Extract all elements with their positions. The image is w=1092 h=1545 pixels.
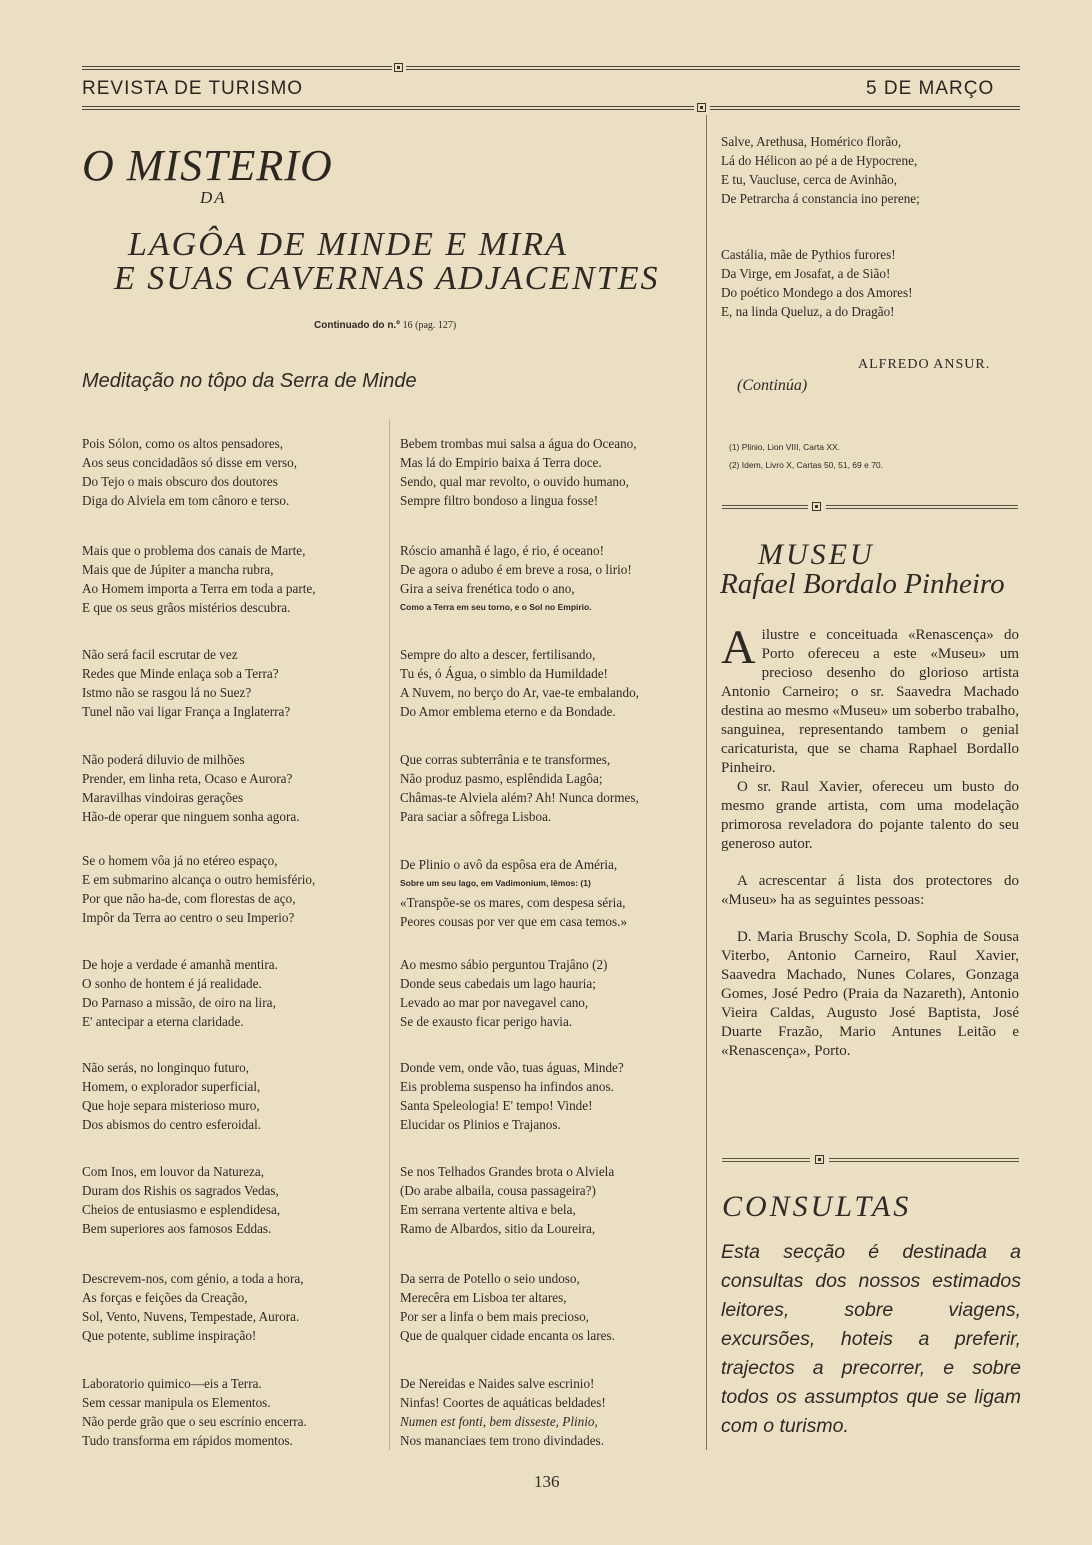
header-bottom-rule-right bbox=[710, 106, 1020, 107]
verse-line: Santa Speleologia! E' tempo! Vinde! bbox=[400, 1098, 593, 1113]
verse-line: Castália, mãe de Pythios furores! bbox=[721, 247, 896, 262]
footnote: (2) Idem, Livro X, Cartas 50, 51, 69 e 70. bbox=[729, 460, 884, 470]
footnotes bbox=[729, 438, 883, 474]
verse-line: Duram dos Rishis os sagrados Vedas, bbox=[82, 1183, 279, 1198]
verse-line: Ninfas! Coortes de aquáticas beldades! bbox=[400, 1395, 606, 1410]
museu-paragraph: O sr. Raul Xavier, ofereceu um busto do mesmo grande artista, com uma modelação primorosa reveladora do pojante talento do seu generoso autor. bbox=[721, 779, 1019, 852]
left-stanza bbox=[82, 955, 278, 1031]
verse-line: Tu és, ó Água, o simblo da Humildade! bbox=[400, 666, 608, 681]
verse-line: Que de qualquer cidade encanta os lares. bbox=[400, 1328, 615, 1343]
verse-line: Ao mesmo sábio perguntou Trajâno (2) bbox=[400, 957, 608, 972]
museu-subtitle: Rafael Bordalo Pinheiro bbox=[720, 568, 1005, 600]
header-ornament-top bbox=[394, 63, 403, 72]
verse-line: Mais que o problema dos canais de Marte, bbox=[82, 543, 306, 558]
verse-line: Róscio amanhã é lago, é rio, é oceano! bbox=[400, 543, 604, 558]
verse-line: De agora o adubo é em breve a rosa, o lirio! bbox=[400, 562, 632, 577]
header-bottom-rule-left bbox=[82, 106, 694, 107]
article-subtitle: Meditação no tôpo da Serra de Minde bbox=[82, 370, 417, 392]
left-stanza bbox=[82, 645, 290, 721]
verse-line: Ao Homem importa a Terra em toda a parte, bbox=[82, 581, 316, 596]
mid-stanza bbox=[400, 645, 639, 721]
verse-line: De Plinio o avô da espôsa era de Améria, bbox=[400, 857, 618, 872]
header-top-rule-right bbox=[406, 66, 1020, 67]
verse-line: Numen est fonti, bem disseste, Plinio, bbox=[400, 1414, 598, 1429]
verse-line: Sempre do alto a descer, fertilisando, bbox=[400, 647, 596, 662]
verse-line: Sobre um seu lago, em Vadimonium, lêmos: (1) bbox=[400, 878, 591, 888]
verse-line: Merecêra em Lisboa ter altares, bbox=[400, 1290, 567, 1305]
verse-line: De Nereidas e Naides salve escrinio! bbox=[400, 1376, 595, 1391]
verse-line: Se de exausto ficar perigo havia. bbox=[400, 1014, 573, 1029]
verse-line: Istmo não se rasgou lá no Suez? bbox=[82, 685, 252, 700]
verse-line: Pois Sólon, como os altos pensadores, bbox=[82, 436, 284, 451]
continued-bold: Continuado do n.º bbox=[314, 320, 400, 331]
right-stanza bbox=[721, 245, 913, 321]
museu-paragraph: A acrescentar á lista dos protectores do «Museu» ha as seguintes pessoas: bbox=[721, 873, 1019, 908]
left-stanza bbox=[82, 750, 300, 826]
left-stanza bbox=[82, 1269, 304, 1345]
left-stanza bbox=[82, 1058, 261, 1134]
mid-stanza bbox=[400, 855, 627, 931]
verse-line: Bebem trombas mui salsa a água do Oceano, bbox=[400, 436, 637, 451]
verse-line: Châmas-te Alviela além? Ah! Nunca dormes, bbox=[400, 790, 639, 805]
section-rule-right bbox=[829, 1158, 1019, 1159]
verse-line: Do Tejo o mais obscuro dos doutores bbox=[82, 474, 278, 489]
verse-line: Por que não ha-de, com florestas de aço, bbox=[82, 891, 296, 906]
verse-line: Tudo transforma em rápidos momentos. bbox=[82, 1433, 293, 1448]
verse-line: Dos abismos do centro esferoidal. bbox=[82, 1117, 262, 1132]
verse-line: Sempre filtro bondoso a lingua fosse! bbox=[400, 493, 599, 508]
article-title-line2: LAGÔA DE MINDE E MIRA bbox=[128, 226, 568, 263]
verse-line: Em serrana vertente altiva e bela, bbox=[400, 1202, 576, 1217]
section-ornament bbox=[815, 1155, 824, 1164]
verse-line: Lá do Hélicon ao pé a de Hypocrene, bbox=[721, 153, 918, 168]
mid-stanza bbox=[400, 1058, 624, 1134]
verse-line: Aos seus concidadãos só disse em verso, bbox=[82, 455, 297, 470]
verse-line: Redes que Minde enlaça sob a Terra? bbox=[82, 666, 279, 681]
verse-line: As forças e feições da Creação, bbox=[82, 1290, 248, 1305]
verse-line: Eis problema suspenso ha infindos anos. bbox=[400, 1079, 614, 1094]
museu-body bbox=[721, 621, 1019, 1061]
mid-stanza bbox=[400, 750, 639, 826]
museu-para-text: ilustre e conceituada «Renascença» do Porto ofereceu a este «Museu» um precioso desenho do glorioso artista Antonio Carneiro; o sr. Saavedra Machado destina ao mesmo «Museu» um soberbo trabalho, sanguinea, representando tambem o genial caricaturista, que se chama Raphael Bordallo Pinheiro. bbox=[721, 627, 1019, 776]
consultas-body: Esta secção é destinada a consultas dos nossos estimados leitores, sobre viagens, excursões, hoteis a preferir, trajectos a precorrer, e sobre todos os assumptos que se ligam com o turismo. bbox=[721, 1241, 1021, 1437]
museu-paragraph bbox=[721, 621, 1019, 778]
right-stanza bbox=[721, 132, 920, 208]
drop-cap: A bbox=[721, 621, 756, 674]
article-title-line3: E SUAS CAVERNAS ADJACENTES bbox=[114, 260, 660, 297]
verse-line: Da serra de Potello o seio undoso, bbox=[400, 1271, 580, 1286]
verse-line: Que corras subterrânia e te transformes, bbox=[400, 752, 611, 767]
left-stanza bbox=[82, 1374, 307, 1450]
verse-line: Homem, o explorador superficial, bbox=[82, 1079, 261, 1094]
verse-line: E tu, Vaucluse, cerca de Avinhão, bbox=[721, 172, 898, 187]
verse-line: Que potente, sublime inspiração! bbox=[82, 1328, 257, 1343]
section-rule-left bbox=[722, 1158, 810, 1159]
header-top-rule-left bbox=[82, 66, 392, 67]
verse-line: Donde seus cabedais um lago hauria; bbox=[400, 976, 596, 991]
verse-line: Elucidar os Plinios e Trajanos. bbox=[400, 1117, 561, 1132]
verse-line: Como a Terra em seu torno, e o Sol no Empirio. bbox=[400, 602, 592, 612]
museu-title: MUSEU bbox=[758, 538, 875, 571]
verse-line: Por ser a linfa o bem mais precioso, bbox=[400, 1309, 589, 1324]
page-number: 136 bbox=[534, 1472, 560, 1491]
header-date: 5 DE MARÇO bbox=[866, 78, 995, 99]
continued-note bbox=[314, 320, 456, 331]
column-divider-left bbox=[389, 420, 390, 1450]
left-stanza bbox=[82, 851, 315, 927]
verse-line: Mais que de Júpiter a mancha rubra, bbox=[82, 562, 274, 577]
mid-stanza bbox=[400, 1269, 615, 1345]
left-stanza bbox=[82, 541, 316, 617]
verse-line: Ramo de Albardos, sitio da Loureira, bbox=[400, 1221, 596, 1236]
verse-line: Laboratorio quimico—eis a Terra. bbox=[82, 1376, 262, 1391]
header-magazine-name: REVISTA DE TURISMO bbox=[82, 78, 304, 99]
mid-stanza bbox=[400, 541, 632, 617]
verse-line: Com Inos, em louvor da Natureza, bbox=[82, 1164, 265, 1179]
verse-line: Do Amor emblema eterno e da Bondade. bbox=[400, 704, 616, 719]
verse-line: Da Virge, em Josafat, a de Sião! bbox=[721, 266, 891, 281]
verse-line: A Nuvem, no berço do Ar, vae-te embalando, bbox=[400, 685, 639, 700]
mid-stanza bbox=[400, 1162, 614, 1238]
verse-line: Peores cousas por ver que em casa temos.» bbox=[400, 914, 628, 929]
verse-line: E' antecipar a eterna claridade. bbox=[82, 1014, 244, 1029]
verse-line: Sendo, qual mar revolto, o ouvido humano, bbox=[400, 474, 629, 489]
verse-line: Não será facil escrutar de vez bbox=[82, 647, 238, 662]
verse-line: Sem cessar manipula os Elementos. bbox=[82, 1395, 271, 1410]
verse-line: «Transpõe-se os mares, com despesa séria, bbox=[400, 895, 626, 910]
verse-line: Mas lá do Empirio baixa á Terra doce. bbox=[400, 455, 602, 470]
verse-line: Diga do Alviela em tom cânoro e terso. bbox=[82, 493, 290, 508]
verse-line: Para saciar a sôfrega Lisboa. bbox=[400, 809, 552, 824]
section-rule-right bbox=[826, 505, 1018, 506]
verse-line: Gira a seiva frenética todo o ano, bbox=[400, 581, 575, 596]
verse-line: Salve, Arethusa, Homérico florão, bbox=[721, 134, 902, 149]
verse-line: Tunel não vai ligar França a Inglaterra? bbox=[82, 704, 291, 719]
left-stanza bbox=[82, 434, 297, 510]
article-title-da: DA bbox=[200, 188, 227, 207]
article-title-line1: O MISTERIO bbox=[82, 141, 333, 190]
verse-line: Não serás, no longinquo futuro, bbox=[82, 1060, 250, 1075]
museu-paragraph: D. Maria Bruschy Scola, D. Sophia de Sousa Viterbo, Antonio Carneiro, Raul Xavier, Saavedra Machado, Nunes Colares, Gonzaga Gomes, José Pedro (Praia da Nazareth), Antonio Vieira Caldas, Augusto José Baptista, José Duarte Frazão, Mario Antunes Leitão e «Renascença», Porto. bbox=[721, 929, 1019, 1059]
mid-stanza bbox=[400, 1374, 606, 1450]
verse-line: Donde vem, onde vão, tuas águas, Minde? bbox=[400, 1060, 624, 1075]
verse-line: Se o homem vôa já no etéreo espaço, bbox=[82, 853, 278, 868]
verse-line: Bem superiores aos famosos Eddas. bbox=[82, 1221, 272, 1236]
header-ornament-bottom bbox=[697, 103, 706, 112]
continued-ref: 16 (pag. 127) bbox=[402, 320, 457, 331]
poem-author: ALFREDO ANSUR. bbox=[858, 357, 991, 372]
section-rule-left bbox=[722, 505, 808, 506]
verse-line: E, na linda Queluz, a do Dragão! bbox=[721, 304, 895, 319]
continua-label: (Continúa) bbox=[737, 377, 808, 394]
verse-line: Não perde grão que o seu escrínio encerra. bbox=[82, 1414, 307, 1429]
verse-line: Do poético Mondego a dos Amores! bbox=[721, 285, 913, 300]
verse-line: De hoje a verdade é amanhã mentira. bbox=[82, 957, 278, 972]
verse-line: E em submarino alcança o outro hemisfério, bbox=[82, 872, 316, 887]
verse-line: Se nos Telhados Grandes brota o Alviela bbox=[400, 1164, 615, 1179]
verse-line: Não poderá diluvio de milhões bbox=[82, 752, 245, 767]
verse-line: Impôr da Terra ao centro o seu Imperio? bbox=[82, 910, 295, 925]
verse-line: Prender, em linha reta, Ocaso e Aurora? bbox=[82, 771, 293, 786]
mid-stanza bbox=[400, 955, 607, 1031]
verse-line: O sonho de hontem é já realidade. bbox=[82, 976, 262, 991]
verse-line: Levado ao mar por navegavel cano, bbox=[400, 995, 589, 1010]
consultas-title: CONSULTAS bbox=[722, 1190, 912, 1223]
verse-line: De Petrarcha á constancia ino perene; bbox=[721, 191, 920, 206]
verse-line: E que os seus grãos mistérios descubra. bbox=[82, 600, 291, 615]
verse-line: Do Parnaso a missão, de oiro na lira, bbox=[82, 995, 276, 1010]
verse-line: Descrevem-nos, com génio, a toda a hora, bbox=[82, 1271, 304, 1286]
verse-line: Cheios de entusiasmo e esplendidesa, bbox=[82, 1202, 281, 1217]
verse-line: Nos mananciaes tem trono divindades. bbox=[400, 1433, 604, 1448]
verse-line: Hão-de operar que ninguem sonha agora. bbox=[82, 809, 300, 824]
verse-line: Maravilhas vindoiras gerações bbox=[82, 790, 244, 805]
verse-line: Que hoje separa misterioso muro, bbox=[82, 1098, 260, 1113]
section-ornament bbox=[812, 502, 821, 511]
verse-line: Sol, Vento, Nuvens, Tempestade, Aurora. bbox=[82, 1309, 300, 1324]
column-divider-right bbox=[706, 115, 707, 1450]
footnote: (1) Plinio, Lion VIII, Carta XX. bbox=[729, 442, 841, 452]
left-stanza bbox=[82, 1162, 280, 1238]
mid-stanza bbox=[400, 434, 637, 510]
verse-line: (Do arabe albaila, cousa passageira?) bbox=[400, 1183, 596, 1198]
verse-line: Não produz pasmo, esplêndida Lagôa; bbox=[400, 771, 603, 786]
